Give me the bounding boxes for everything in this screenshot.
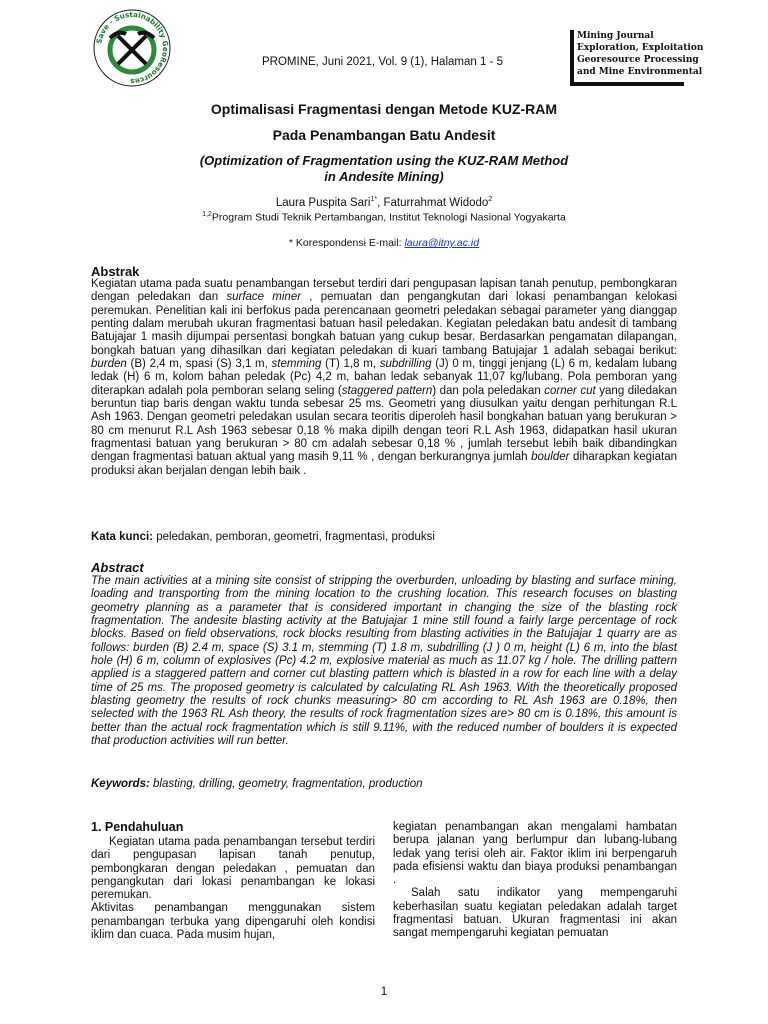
affiliation-marker: 1,2: [202, 211, 212, 218]
title-line-2: Pada Penambangan Batu Andesit: [272, 127, 496, 143]
correspondence: [0, 237, 768, 249]
intro-paragraph: Kegiatan utama pada penambangan tersebut terdiri dari pengupasan lapisan tanah penutup, pembongkaran dengan peledakan , pemuatan dan pengangkutan dari lokasi penambangan ke lokasi peremukan.: [91, 836, 375, 902]
journal-line: Georesource Processing: [577, 55, 699, 65]
kata-kunci: [91, 531, 677, 544]
abstrak-term: boulder: [531, 451, 570, 464]
intro-paragraph: Salah satu indikator yang mempengaruhi keberhasilan suatu kegiatan peledakan adalah target fragmentasi batuan. Ukuran fragmentasi ini akan sangat mempengaruhi kegiatan pemuatan: [393, 887, 677, 940]
abstrak-segment: , pemuatan dan pengangkutan dari lokasi penambangan kelokasi peremukan. Penelitian kali ini berfokus pada perencanaan geometri peledakan sebagai parameter yang dianggap penting dalam merubah ukuran fragmentasi batuan hasil peledakan. Kegiatan peledakan batu andesit di tambang Batujajar 1 masih dijumpai persentasi bongkah batuan yang cukup besar. Berdasarkan pengamatan dilapangan, bongkah batuan yang dihasilkan dari kegiatan peledakan di kuari tambang Batujajar 1 adalah sebagai berikut:: [91, 291, 677, 357]
abstrak-segment: (B) 2,4 m, spasi (S) 3,1 m,: [126, 358, 272, 371]
abstrak-text: [91, 278, 677, 478]
author-2: Faturrahmat Widodo: [383, 196, 489, 209]
keywords-text: blasting, drilling, geometry, fragmentation, production: [149, 778, 423, 790]
abstrak-heading: Abstrak: [91, 264, 140, 279]
abstract-heading: Abstract: [91, 560, 144, 575]
abstrak-segment: diharapkan kegiatan produksi akan berjalan dengan lebih baik .: [91, 451, 677, 477]
english-title-line-1: (Optimization of Fragmentation using the KUZ-RAM Method: [199, 153, 569, 168]
kata-kunci-label: Kata kunci:: [91, 531, 153, 543]
author-1-marker: 1*: [370, 196, 378, 203]
intro-paragraph: kegiatan penambangan akan mengalami hambatan berupa jalanan yang berlumpur dan lubang-lubang ledak yang terisi oleh air. Faktor iklim ini berpengaruh pada efisiensi waktu dan biaya produksi penambangan .: [393, 821, 677, 887]
journal-name-box: [570, 30, 704, 86]
abstrak-term: stemming: [271, 358, 322, 371]
authors: [0, 196, 768, 209]
abstrak-segment: Kegiatan utama pada suatu penambangan tersebut terdiri dari pengupasan lapisan tanah penutup, pembongkaran dengan peledakan dan: [91, 278, 677, 304]
section-heading-pendahuluan: 1. Pendahuluan: [91, 820, 184, 834]
right-column: [393, 821, 677, 941]
left-column: [91, 836, 375, 942]
author-2-marker: 2: [488, 196, 493, 203]
journal-line: Mining Journal: [577, 31, 654, 41]
correspondence-label: * Korespondensi E-mail:: [288, 237, 405, 249]
title-line-1: Optimalisasi Fragmentasi dengan Metode KUZ-RAM: [210, 101, 558, 117]
abstrak-segment: yang diledakan beruntun tiap baris dengan waktu tunda sebesar 25 ms. Geometri yang diusulkan yaitu dengan perhitungan R.L Ash 1963. Dengan geometri peledakan usulan secara teoritis diperoleh hasil bongkahan batuan yang berukuran > 80 cm menurut R.L Ash 1963 sebesar 0,18 % maka dipilh dengan teori R.L Ash 1963, didapatkan hasil ukuran fragmentasi batuan yang berukuran > 80 cm adalah sebesar 0,18 % , jumlah tersebut lebih baik dibandingkan dengan fragmentasi batuan aktual yang masih 9,11 % , dengan berkurangnya jumlah: [91, 384, 677, 464]
abstrak-term: staggered pattern: [341, 384, 433, 397]
author-separator: ,: [377, 196, 384, 209]
english-title: [0, 153, 768, 185]
abstrak-segment: (T) 1,8 m,: [321, 358, 380, 371]
abstrak-term: subdrilling: [379, 358, 432, 371]
journal-line: Exploration, Exploitation: [577, 43, 704, 53]
abstrak-term: surface miner: [226, 291, 302, 304]
abstrak-segment: (J) 0 m, tinggi jenjang (L) 6 m, kedalam lubang ledak (H) 6 m, kolom bahan peledak (Pc) 4,2 m, bahan ledak sebanyak 11,07 kg/lubang. Pola pemboran yang diterapkan adalah pola pemboran selang seling (: [91, 358, 677, 397]
keywords-label: Keywords:: [91, 778, 150, 790]
kata-kunci-text: peledakan, pemboran, geometri, fragmentasi, produksi: [153, 531, 435, 543]
abstrak-term: burden: [91, 358, 127, 371]
abstract-text: The main activities at a mining site consist of stripping the overburden, unloading by blasting and surface mining, loading and transporting from the mining location to the crushing location. This research focuses on blasting geometry planning as a parameter that is considered important in changing the size of the blasting rock fragmentation. The andesite blasting activity at the Batujajar 1 mine still found a fairly large percentage of rock blocks. Based on field observations, rock blocks resulting from blasting activities in the Batujajar 1 quarry are as follows: burden (B) 2.4 m, space (S) 3.1 m, stemming (T) 1.8 m, subdrilling (J ) 0 m, height (L) 6 m, into the blast hole (H) 6 m, column of explosives (Pc) 4.2 m, explosive material as much as 11.07 kg / hole. The drilling pattern applied is a staggered pattern and corner cut blasting pattern which is blasted in a row for each line with a delay time of 25 ms. The proposed geometry is calculated by calculating RL Ash 1963. With the theoretically proposed blasting geometry the results of rock chunks measuring> 80 cm according to RL Ash 1963 are 0.18%, then selected with the 1963 RL Ash theory, the results of rock fragmentation sizes are> 80 cm is 0.18%, this amount is better than the actual rock fragmentation which is still 9.11%, with the reduced number of boulders it is expected that production activities will run better.: [91, 575, 677, 748]
affiliation: [0, 211, 768, 224]
citation-line: PROMINE, Juni 2021, Vol. 9 (1), Halaman 1 - 5: [262, 56, 503, 68]
journal-line: and Mine Environmental: [577, 67, 703, 77]
sustainability-georesources-logo: [92, 8, 172, 88]
email-link[interactable]: laura@itny.ac.id: [404, 237, 480, 249]
keywords: [91, 778, 677, 791]
page-number: 1: [380, 984, 388, 998]
abstrak-segment: ) dan pola peledakan: [432, 384, 545, 397]
svg-text:Save - Sustainability GeoResou: Save - Sustainability GeoResources: [94, 9, 171, 87]
author-1: Laura Puspita Sari: [275, 196, 371, 209]
abstrak-term: corner cut: [544, 384, 596, 397]
intro-paragraph: Aktivitas penambangan menggunakan sistem penambangan terbuka yang dipengaruhi oleh kondisi iklim dan cuaca. Pada musim hujan,: [91, 902, 375, 942]
affiliation-text: Program Studi Teknik Pertambangan, Institut Teknologi Nasional Yogyakarta: [211, 211, 566, 224]
english-title-line-2: in Andesite Mining): [324, 169, 444, 184]
